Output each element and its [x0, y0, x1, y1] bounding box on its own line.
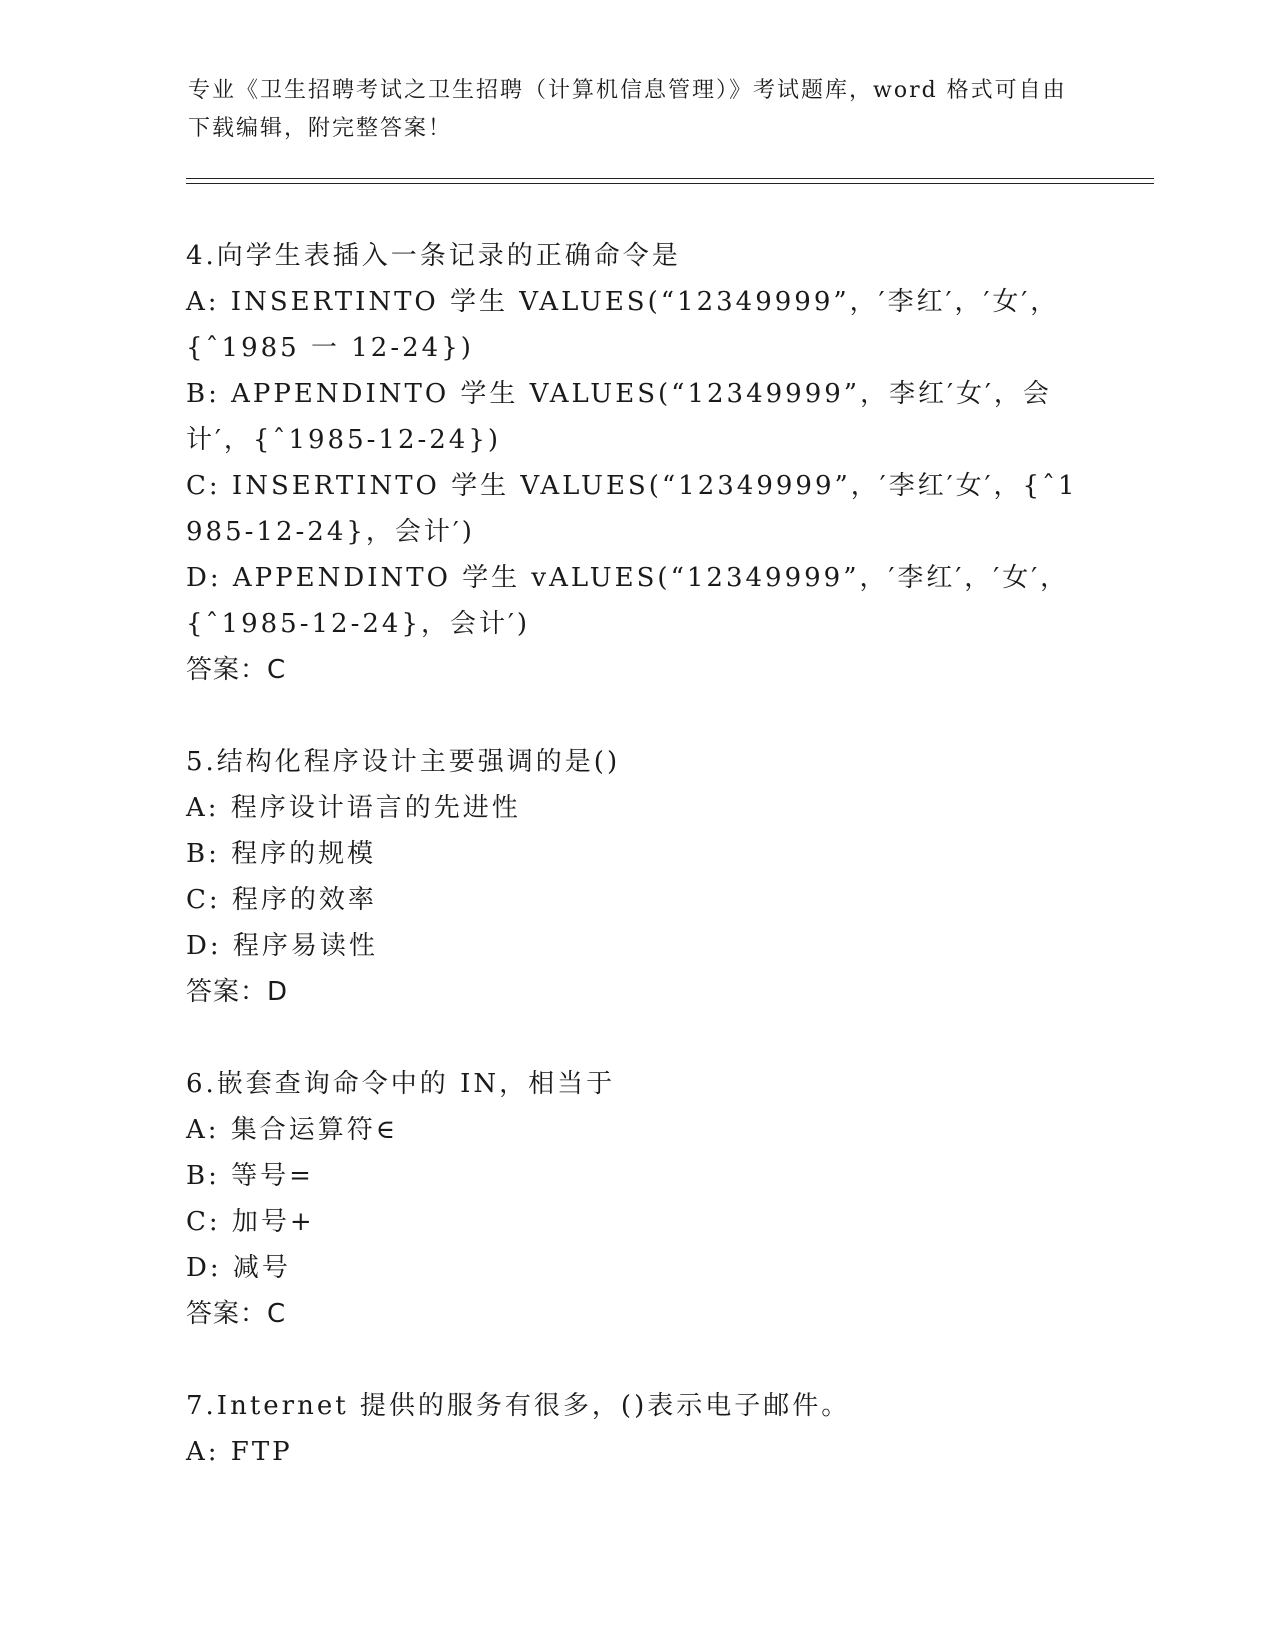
- question-option: C: INSERTINTO 学生 VALUES(“12349999”，′李红′女′，{ˆ1985-12-24}，会计′): [186, 471, 1078, 547]
- question-title: 4.向学生表插入一条记录的正确命令是: [186, 241, 681, 271]
- question-title: 5.结构化程序设计主要强调的是(): [186, 747, 621, 777]
- question-option: D: APPENDINTO 学生 vALUES(“12349999”，′李红′，′女′，{ˆ1985-12-24}，会计′): [186, 563, 1070, 639]
- question-title: 7.Internet 提供的服务有很多，()表示电子邮件。: [186, 1391, 851, 1421]
- question-item: [186, 1383, 1086, 1475]
- question-item: [186, 233, 1086, 693]
- question-title: 6.嵌套查询命令中的 IN，相当于: [186, 1069, 616, 1099]
- question-option: D: 减号: [186, 1253, 291, 1283]
- question-option: C: 程序的效率: [186, 885, 377, 915]
- question-option: D: 程序易读性: [186, 931, 378, 961]
- question-option: A: 集合运算符∈: [186, 1115, 399, 1145]
- question-answer: 答案：C: [186, 655, 287, 685]
- question-option: A: 程序设计语言的先进性: [186, 793, 521, 823]
- question-option: B: 等号=: [186, 1161, 314, 1191]
- question-answer: 答案：C: [186, 1299, 287, 1329]
- document-header: 专业《卫生招聘考试之卫生招聘（计算机信息管理）》考试题库，word 格式可自由下载编辑，附完整答案！: [188, 78, 1067, 141]
- header-divider-bottom: [186, 183, 1154, 184]
- question-option: B: APPENDINTO 学生 VALUES(“12349999”，李红′女′，会计′，{ˆ1985-12-24}): [186, 379, 1052, 455]
- question-item: [186, 1061, 1086, 1337]
- question-option: B: 程序的规模: [186, 839, 377, 869]
- question-option: C: 加号+: [186, 1207, 315, 1237]
- question-option: A: INSERTINTO 学生 VALUES(“12349999”，′李红′，′女′，{ˆ1985 一 12-24}): [186, 287, 1060, 363]
- header-divider-top: [186, 178, 1154, 179]
- question-item: [186, 739, 1086, 1015]
- question-answer: 答案：D: [186, 977, 289, 1007]
- question-option: A: FTP: [186, 1437, 293, 1467]
- question-list: [186, 233, 1086, 1521]
